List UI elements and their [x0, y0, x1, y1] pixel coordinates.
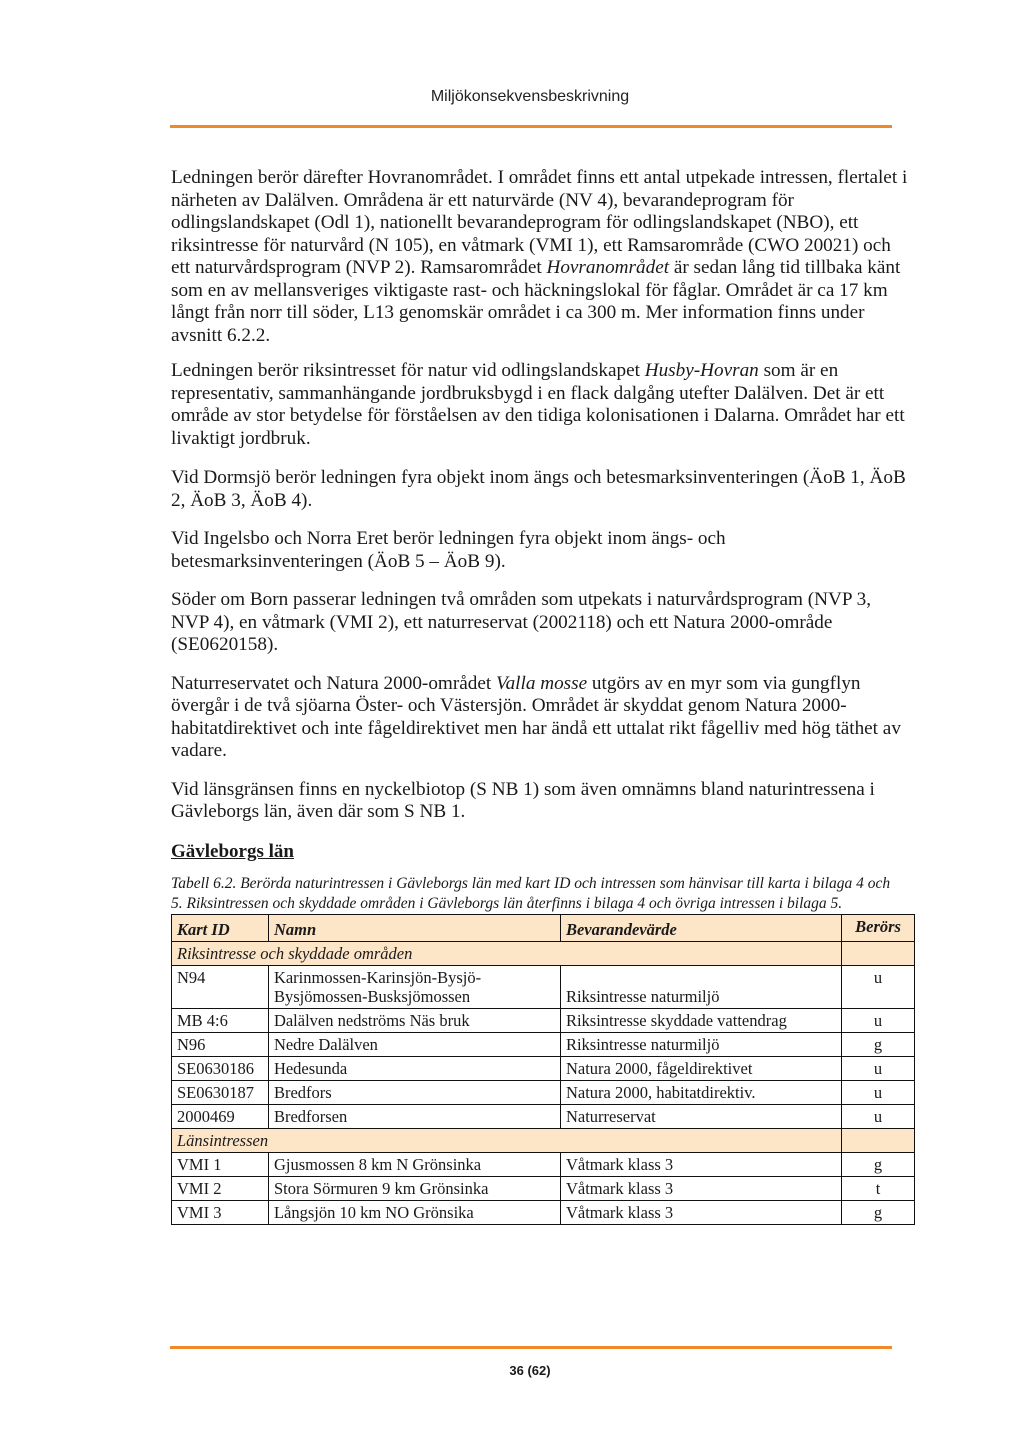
table-header-row	[172, 914, 915, 941]
cell-bevarandevarde: Våtmark klass 3	[560, 1200, 841, 1224]
page-content	[171, 167, 909, 1225]
cell-namn: Bredforsen	[268, 1104, 560, 1128]
table-group-row	[172, 941, 915, 965]
document-header-title: Miljökonsekvensbeskrivning	[430, 88, 630, 105]
table-row	[172, 1008, 915, 1032]
section-heading-gavleborg: Gävleborgs län	[171, 840, 294, 862]
cell-kart-id: N94	[172, 965, 269, 1008]
footer-divider	[170, 1346, 892, 1349]
cell-berors: g	[842, 1152, 915, 1176]
cell-namn: Karinmossen-Karinsjön-Bysjö-Bysjömossen-Busksjömossen	[268, 965, 560, 1008]
paragraph-husby-hovran: Ledningen berör riksintresset för natur vid odlingslandskapet Husby-Hovran som är en representativ, sammanhängande jordbruksbygd i en flack dalgång utefter Dalälven. Det är ett område av stor betydelse för förståelsen av den tidiga kolonisationen i Dalarna. Området har ett livaktigt jordbruk.	[171, 360, 905, 449]
cell-kart-id: VMI 2	[172, 1176, 269, 1200]
cell-kart-id: VMI 3	[172, 1200, 269, 1224]
cell-berors: t	[842, 1176, 915, 1200]
cell-namn: Gjusmossen 8 km N Grönsinka	[268, 1152, 560, 1176]
header-bevarandevarde: Bevarandevärde	[560, 914, 841, 941]
cell-bevarandevarde: Natura 2000, fågeldirektivet	[560, 1056, 841, 1080]
cell-kart-id: SE0630187	[172, 1080, 269, 1104]
cell-namn: Dalälven nedströms Näs bruk	[268, 1008, 560, 1032]
cell-berors: u	[842, 1056, 915, 1080]
table-row	[172, 965, 915, 1008]
cell-berors: u	[842, 1008, 915, 1032]
group-label: Länsintressen	[172, 1128, 842, 1152]
header-berors: Berörs	[842, 914, 915, 941]
paragraph-lansgransen: Vid länsgränsen finns en nyckelbiotop (S NB 1) som även omnämns bland naturintressena i Gävleborgs län, även där som S NB 1.	[171, 778, 875, 822]
table-row	[172, 1104, 915, 1128]
cell-kart-id: VMI 1	[172, 1152, 269, 1176]
table-row	[172, 1152, 915, 1176]
paragraph-ingelsbo: Vid Ingelsbo och Norra Eret berör ledningen fyra objekt inom ängs- och betesmarksinventeringen (ÄoB 5 – ÄoB 9).	[171, 528, 726, 572]
cell-namn: Långsjön 10 km NO Grönsika	[268, 1200, 560, 1224]
cell-bevarandevarde: Natura 2000, habitatdirektiv.	[560, 1080, 841, 1104]
cell-namn: Nedre Dalälven	[268, 1032, 560, 1056]
cell-kart-id: N96	[172, 1032, 269, 1056]
cell-namn: Stora Sörmuren 9 km Grönsinka	[268, 1176, 560, 1200]
cell-berors: g	[842, 1200, 915, 1224]
cell-bevarandevarde: Riksintresse skyddade vattendrag	[560, 1008, 841, 1032]
table-row	[172, 1056, 915, 1080]
cell-bevarandevarde: Riksintresse naturmiljö	[560, 1032, 841, 1056]
cell-kart-id: 2000469	[172, 1104, 269, 1128]
header-divider	[170, 125, 892, 128]
table-caption: Tabell 6.2. Berörda naturintressen i Gävleborgs län med kart ID och intressen som hänvisar till karta i bilaga 4 och 5. Riksintressen och skyddade områden i Gävleborgs län återfinns i bilaga 4 och övriga intressen i bilaga 5.	[171, 874, 891, 912]
cell-bevarandevarde: Våtmark klass 3	[560, 1152, 841, 1176]
cell-berors: u	[842, 1080, 915, 1104]
paragraph-valla-mosse: Naturreservatet och Natura 2000-området Valla mosse utgörs av en myr som via gungflyn övergår i de två sjöarna Öster- och Västersjön. Området är skyddat genom Natura 2000-habitatdirektivet och inte fågeldirektivet men har ändå ett uttalat rikt fågelliv med hög täthet av vadare.	[171, 672, 901, 761]
cell-kart-id: MB 4:6	[172, 1008, 269, 1032]
cell-bevarandevarde: Riksintresse naturmiljö	[560, 965, 841, 1008]
table-row	[172, 1080, 915, 1104]
header-namn: Namn	[268, 914, 560, 941]
table-group-row	[172, 1128, 915, 1152]
table-row	[172, 1032, 915, 1056]
cell-bevarandevarde: Naturreservat	[560, 1104, 841, 1128]
natural-interests-table	[171, 914, 915, 1225]
paragraph-born: Söder om Born passerar ledningen två områden som utpekats i naturvårdsprogram (NVP 3, NVP 4), en våtmark (VMI 2), ett naturreservat (2002118) och ett Natura 2000-område (SE0620158).	[171, 589, 872, 655]
cell-berors: g	[842, 1032, 915, 1056]
table-row	[172, 1176, 915, 1200]
group-label: Riksintresse och skyddade områden	[172, 941, 842, 965]
cell-kart-id: SE0630186	[172, 1056, 269, 1080]
cell-berors: u	[842, 1104, 915, 1128]
cell-namn: Hedesunda	[268, 1056, 560, 1080]
cell-namn: Bredfors	[268, 1080, 560, 1104]
page-number: 36 (62)	[509, 1363, 551, 1378]
paragraph-hovran: Ledningen berör därefter Hovranområdet. I området finns ett antal utpekade intressen, flertalet i närheten av Dalälven. Områdena är ett naturvärde (NV 4), bevarandeprogram för odlingslandskapet (Odl 1), nationellt bevarandeprogram för odlingslandskapet (NBO), ett riksintresse för naturvård (N 105), en våtmark (VMI 1), ett Ramsarområde (CWO 20021) och ett naturvårdsprogram (NVP 2). Ramsarområdet Hovranområdet är sedan lång tid tillbaka känt som en av mellansveriges viktigaste rast- och häckningslokal för fåglar. Området är ca 17 km långt från norr till söder, L13 genomskär området i ca 300 m. Mer information finns under avsnitt 6.2.2.	[171, 167, 908, 346]
cell-bevarandevarde: Våtmark klass 3	[560, 1176, 841, 1200]
table-row	[172, 1200, 915, 1224]
header-kart-id: Kart ID	[172, 914, 269, 941]
cell-berors: u	[842, 965, 915, 1008]
paragraph-dormsjo: Vid Dormsjö berör ledningen fyra objekt inom ängs och betesmarksinventeringen (ÄoB 1, ÄoB 2, ÄoB 3, ÄoB 4).	[171, 467, 906, 511]
